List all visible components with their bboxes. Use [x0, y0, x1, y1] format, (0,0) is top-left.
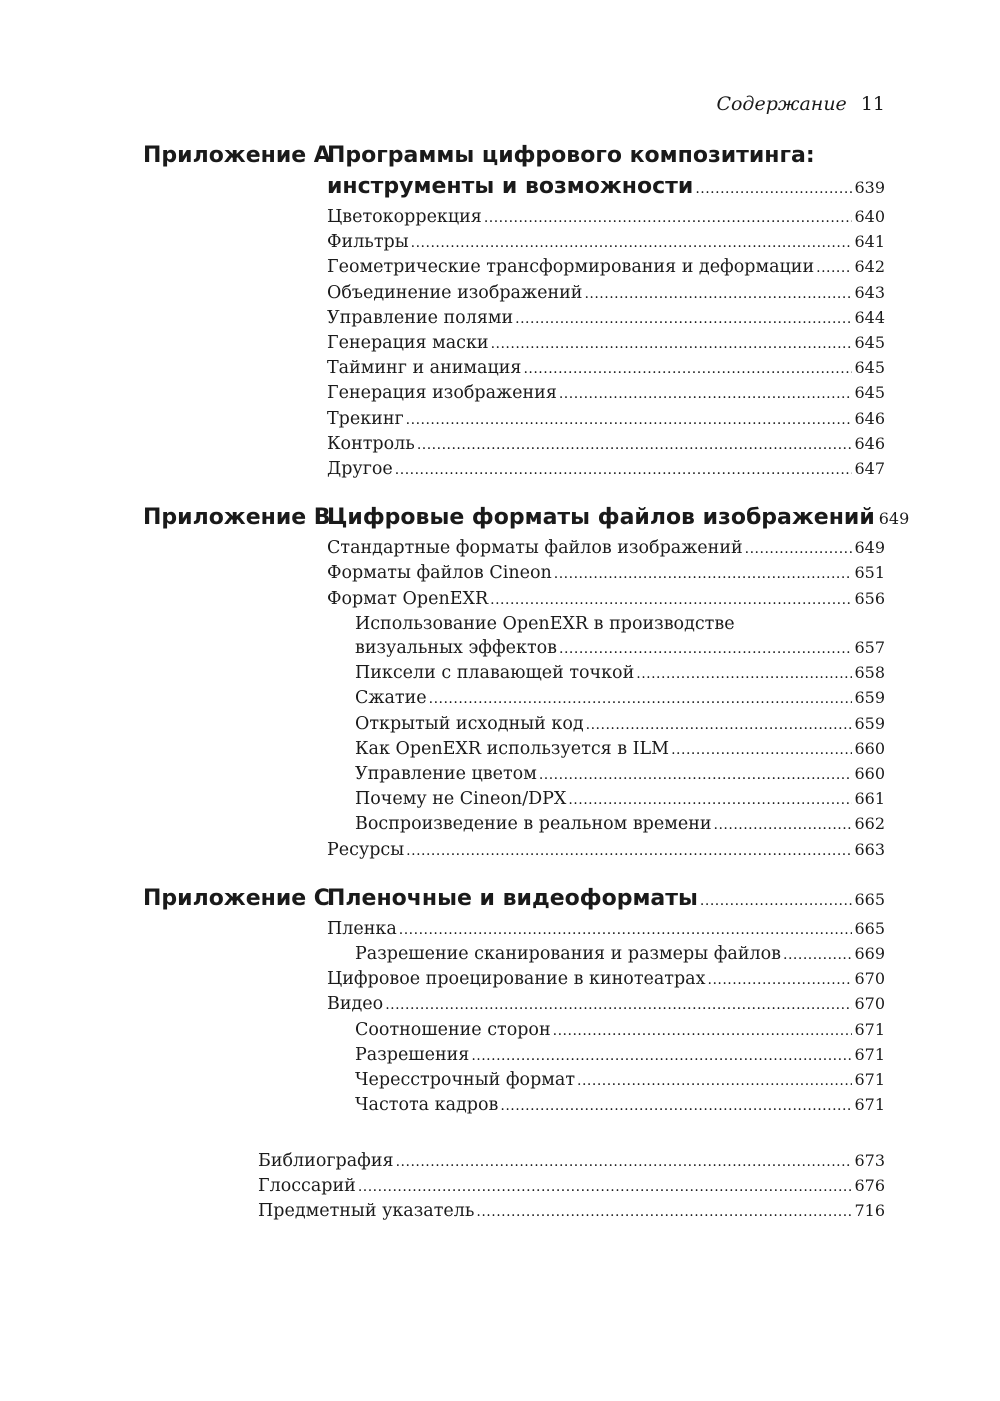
appendix-title-line: Программы цифрового композитинга: [327, 143, 815, 168]
page-number: 665 [854, 918, 885, 938]
page-number: 670 [854, 994, 885, 1014]
appendix-label: Приложение B [143, 505, 331, 531]
toc-entry[interactable] [258, 1149, 885, 1174]
toc-entry[interactable] [327, 331, 885, 356]
appendix-title-line: Цифровые форматы файлов изображений [327, 505, 875, 531]
page-number: 669 [854, 944, 885, 964]
toc-entry[interactable] [327, 536, 885, 561]
dot-leader [399, 918, 853, 942]
toc-entry[interactable] [327, 381, 885, 406]
entry-title: Другое [327, 459, 393, 480]
toc-entry[interactable] [355, 737, 885, 762]
toc-entry[interactable] [327, 281, 885, 306]
page-number: 716 [854, 1200, 885, 1220]
appendix-b [0, 502, 1000, 863]
entry-title: Глоссарий [258, 1175, 356, 1196]
dot-leader [816, 256, 852, 280]
entry-title: Геометрические трансформирования и деформации [327, 257, 815, 278]
page-number: 670 [854, 969, 885, 989]
page-number: 649 [878, 509, 910, 529]
page-number: 659 [854, 688, 885, 708]
toc-entry[interactable] [327, 255, 885, 280]
appendix-a [0, 140, 1000, 482]
page-number: 658 [854, 663, 885, 683]
page-number: 642 [854, 257, 885, 277]
page-number: 643 [854, 282, 885, 302]
dot-leader [568, 788, 852, 812]
dot-leader [515, 307, 852, 331]
dot-leader [700, 886, 853, 917]
entry-title: Воспроизведение в реальном времени [355, 814, 712, 835]
toc-entry[interactable] [355, 636, 885, 661]
page-number: 663 [854, 839, 885, 859]
dot-leader [554, 562, 853, 586]
entry-title: Стандартные форматы файлов изображений [327, 538, 743, 559]
dot-leader [559, 637, 852, 661]
toc-entry[interactable] [355, 1043, 885, 1068]
table-of-contents [0, 140, 1000, 1224]
entry-title: Сжатие [355, 688, 427, 709]
page-number: 656 [854, 588, 885, 608]
page-number: 639 [854, 178, 885, 197]
entry-title: Разрешение сканирования и размеры файлов [355, 944, 782, 965]
dot-leader [539, 763, 853, 787]
page-number: 649 [854, 538, 885, 558]
dot-leader [636, 662, 852, 686]
dot-leader [429, 687, 853, 711]
entry-title: Почему не Cineon/DPX [355, 789, 567, 810]
page-number: 662 [854, 814, 885, 834]
page-number: 673 [854, 1150, 885, 1170]
toc-entry[interactable] [258, 1174, 885, 1199]
appendix-title-line: Пленочные и видеоформаты [327, 885, 698, 911]
dot-leader [523, 357, 852, 381]
dot-leader [396, 1150, 853, 1174]
page-number: 676 [854, 1175, 885, 1195]
toc-entry[interactable] [355, 762, 885, 787]
entry-title: Цветокоррекция [327, 207, 482, 227]
entry-title: Фильтры [327, 232, 409, 253]
toc-entry[interactable] [355, 1018, 885, 1043]
entry-title: Генерация маски [327, 333, 489, 354]
entry-title: Цифровое проецирование в кинотеатрах [327, 969, 706, 990]
dot-leader [490, 588, 852, 612]
toc-entry[interactable] [355, 661, 885, 686]
page-number: 645 [854, 333, 885, 353]
entry-title: Предметный указатель [258, 1200, 475, 1221]
toc-entry[interactable] [327, 356, 885, 381]
appendix-title[interactable] [327, 502, 910, 536]
toc-entry[interactable] [327, 561, 885, 586]
dot-leader [358, 1175, 853, 1199]
appendix-title[interactable] [327, 140, 885, 205]
toc-entry[interactable] [355, 1068, 885, 1093]
toc-entry[interactable] [327, 205, 885, 230]
page-number: 646 [854, 433, 885, 453]
entry-title: визуальных эффектов [355, 638, 558, 659]
toc-entry[interactable] [327, 838, 885, 863]
page-number: 665 [854, 889, 885, 909]
dot-leader [783, 943, 852, 967]
entry-title: Трекинг [327, 408, 404, 429]
dot-leader [714, 813, 853, 837]
dot-leader [476, 1200, 852, 1224]
dot-leader [395, 458, 853, 482]
page-number: 671 [854, 1070, 885, 1090]
dot-leader [491, 332, 853, 356]
appendix-c [0, 883, 1000, 1119]
entry-title: Использование OpenEXR в производстве [355, 613, 735, 634]
entry-title: Чересстрочный формат [355, 1070, 576, 1091]
toc-entry[interactable] [327, 587, 885, 612]
page-number: 671 [854, 1095, 885, 1115]
toc-entry[interactable] [355, 787, 885, 812]
entry-title: Пленка [327, 918, 397, 939]
entry-title: Разрешения [355, 1044, 470, 1065]
entry-title: Библиография [258, 1150, 394, 1171]
entry-title: Как OpenEXR используется в ILM [355, 738, 670, 759]
toc-entry-line[interactable] [355, 612, 885, 636]
page-number: 645 [854, 383, 885, 403]
entry-title: Пиксели с плавающей точкой [355, 663, 635, 684]
page-number: 659 [854, 713, 885, 733]
entry-title: Формат OpenEXR [327, 588, 489, 609]
dot-leader [577, 1069, 852, 1093]
entry-title: Соотношение сторон [355, 1019, 551, 1040]
dot-leader [695, 174, 852, 205]
dot-leader [708, 968, 853, 992]
appendix-title[interactable] [327, 883, 885, 917]
appendix-label: Приложение C [143, 885, 330, 911]
dot-leader [586, 713, 853, 737]
page-number: 644 [854, 307, 885, 327]
header-title: Содержание [716, 93, 847, 115]
entry-title: Контроль [327, 433, 415, 454]
dot-leader [553, 1019, 853, 1043]
dot-leader [471, 1044, 852, 1068]
page-number: 657 [854, 638, 885, 658]
dot-leader [417, 433, 853, 457]
dot-leader [406, 839, 852, 863]
toc-entry[interactable] [355, 686, 885, 711]
toc-entry[interactable] [327, 917, 885, 942]
running-header [716, 93, 885, 115]
toc-entry[interactable] [355, 942, 885, 967]
toc-entry[interactable] [327, 432, 885, 457]
page-number: 645 [854, 358, 885, 378]
dot-leader [484, 206, 853, 230]
entry-title: Управление цветом [355, 764, 537, 785]
page-number: 640 [854, 207, 885, 226]
toc-entry[interactable] [327, 407, 885, 432]
appendix-title-line: инструменты и возможности [327, 174, 694, 199]
dot-leader [385, 993, 852, 1017]
entry-title: Управление полями [327, 307, 514, 328]
entry-title: Тайминг и анимация [327, 358, 522, 379]
dot-leader [671, 738, 852, 762]
dot-leader [745, 537, 853, 561]
dot-leader [500, 1094, 852, 1118]
page-number: 660 [854, 764, 885, 784]
page-number: 660 [854, 738, 885, 758]
entry-title: Форматы файлов Cineon [327, 563, 552, 584]
page-number: 671 [854, 1044, 885, 1064]
toc-entry[interactable] [355, 1093, 885, 1118]
page-number: 661 [854, 789, 885, 809]
toc-entry[interactable] [327, 992, 885, 1017]
dot-leader [559, 382, 853, 406]
page-number: 641 [854, 232, 885, 252]
toc-entry[interactable] [327, 967, 885, 992]
entry-title: Объединение изображений [327, 282, 583, 303]
page-number: 646 [854, 408, 885, 428]
appendix-label: Приложение A [143, 143, 331, 168]
toc-entry[interactable] [258, 1199, 885, 1224]
toc-entry[interactable] [355, 712, 885, 737]
page-number: 671 [854, 1019, 885, 1039]
page-number: 647 [854, 459, 885, 479]
page-number: 651 [854, 563, 885, 583]
entry-title: Ресурсы [327, 839, 405, 860]
entry-title: Открытый исходный код [355, 713, 584, 734]
toc-entry[interactable] [327, 230, 885, 255]
toc-entry[interactable] [327, 306, 885, 331]
entry-title: Видео [327, 994, 384, 1015]
toc-entry[interactable] [355, 812, 885, 837]
dot-leader [584, 282, 852, 306]
header-page-number: 11 [860, 93, 885, 115]
dot-leader [411, 231, 853, 255]
dot-leader [406, 408, 853, 432]
entry-title: Генерация изображения [327, 383, 557, 404]
entry-title: Частота кадров [355, 1095, 499, 1116]
toc-entry[interactable] [327, 457, 885, 482]
back-matter [0, 1149, 1000, 1225]
